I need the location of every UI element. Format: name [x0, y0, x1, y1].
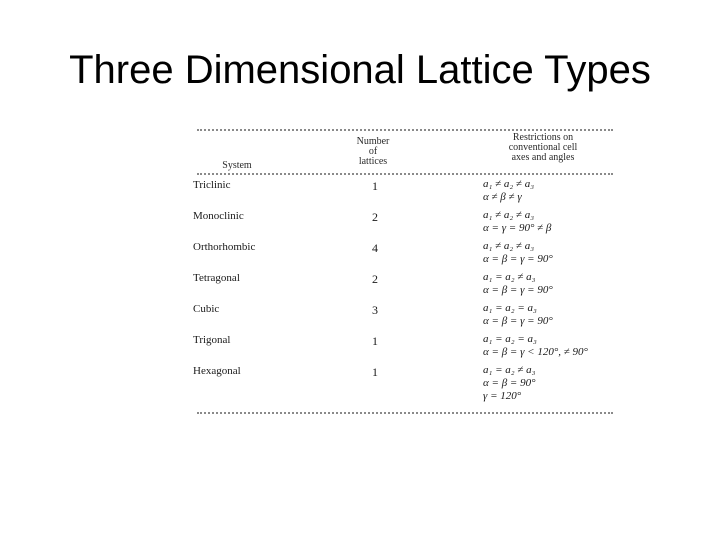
table-row — [193, 238, 613, 268]
table-row — [193, 362, 613, 402]
row-number: 2 — [372, 210, 378, 224]
header-number-line: Number — [356, 136, 390, 147]
condition-line: α = γ = 90° ≠ β — [483, 222, 552, 234]
header-restrictions-line: Restrictions on — [512, 132, 574, 143]
table-row — [193, 207, 613, 237]
header-system: System — [222, 160, 252, 171]
header-restrictions-line: axes and angles — [511, 152, 575, 163]
condition-line: a₁ = a₂ = a₃ — [483, 302, 537, 314]
table-row — [193, 269, 613, 299]
condition-line: α ≠ β ≠ γ — [483, 191, 522, 203]
row-system: Tetragonal — [193, 272, 240, 284]
condition-line: α = β = γ = 90° — [483, 315, 553, 327]
condition-line: a₁ = a₂ = a₃ — [483, 333, 537, 345]
header-number-line: lattices — [358, 156, 388, 167]
condition-line: a₁ ≠ a₂ ≠ a₃ — [483, 209, 535, 221]
condition-line: α = β = 90° — [483, 377, 536, 389]
condition-line: a₁ = a₂ ≠ a₃ — [483, 364, 536, 376]
row-number: 1 — [372, 365, 378, 379]
header-restrictions — [483, 133, 603, 163]
row-conditions — [483, 333, 588, 359]
table-row — [193, 331, 613, 361]
header-number-of-lattices — [343, 137, 403, 167]
table-header-rule — [197, 173, 613, 175]
condition-line: a₁ = a₂ ≠ a₃ — [483, 271, 536, 283]
condition-line: a₁ ≠ a₂ ≠ a₃ — [483, 240, 535, 252]
condition-line: α = β = γ = 90° — [483, 284, 553, 296]
condition-line: a₁ ≠ a₂ ≠ a₃ — [483, 178, 535, 190]
row-system: Cubic — [193, 303, 220, 315]
row-conditions — [483, 178, 534, 204]
condition-line: α = β = γ = 90° — [483, 253, 553, 265]
row-number: 1 — [372, 334, 378, 348]
header-restrictions-line: conventional cell — [508, 142, 578, 153]
row-conditions — [483, 302, 553, 328]
row-conditions — [483, 364, 536, 403]
table-row — [193, 300, 613, 330]
header-number-line: of — [368, 146, 378, 157]
row-number: 3 — [372, 303, 378, 317]
table-bottom-rule — [197, 412, 613, 414]
condition-line: α = β = γ < 120°, ≠ 90° — [483, 346, 588, 358]
row-system: Monoclinic — [193, 210, 244, 222]
row-conditions — [483, 240, 553, 266]
row-system: Triclinic — [193, 179, 231, 191]
slide-title: Three Dimensional Lattice Types — [69, 48, 651, 92]
row-system: Orthorhombic — [193, 241, 256, 253]
table-row — [193, 176, 613, 206]
row-conditions — [483, 271, 553, 297]
row-system: Trigonal — [193, 334, 231, 346]
condition-line: γ = 120° — [483, 390, 522, 402]
row-conditions — [483, 209, 551, 235]
row-number: 2 — [372, 272, 378, 286]
lattice-table — [193, 124, 613, 422]
row-number: 4 — [372, 241, 378, 255]
row-number: 1 — [372, 179, 378, 193]
table-top-rule — [197, 129, 613, 131]
row-system: Hexagonal — [193, 365, 241, 377]
